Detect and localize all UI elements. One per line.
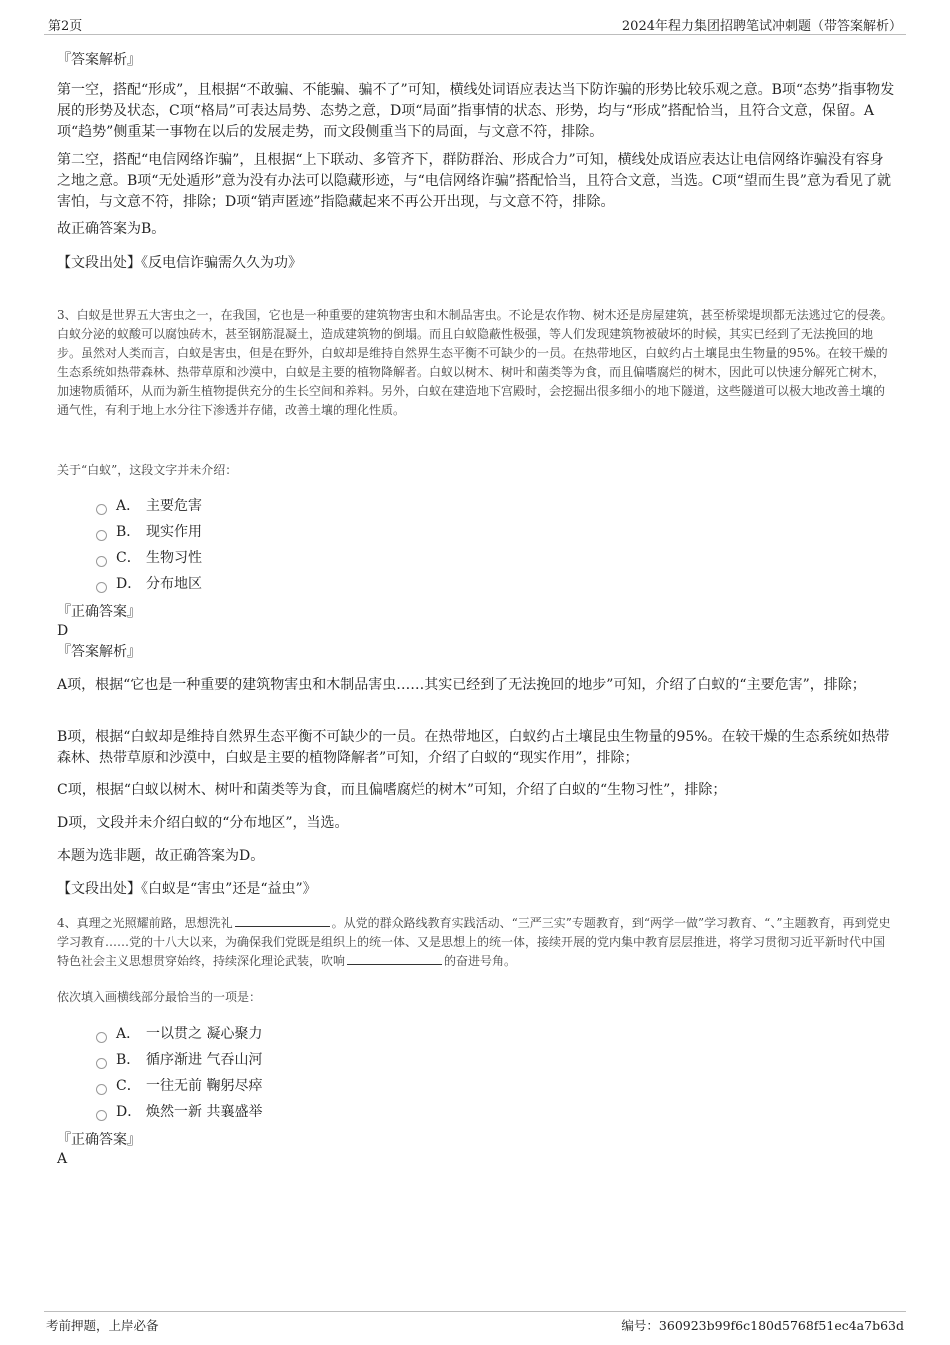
analysis-conclusion: 本题为选非题，故正确答案为D。 bbox=[57, 848, 265, 864]
question-4-option-b[interactable]: B． 循序渐进 气吞山河 bbox=[96, 1051, 262, 1069]
fill-blank-2 bbox=[347, 952, 442, 965]
source-citation: 【文段出处】《白蚁是“害虫”还是“益虫”》 bbox=[57, 881, 317, 897]
question-4-prompt: 依次填入画横线部分最恰当的一项是： bbox=[57, 990, 262, 1004]
radio-icon[interactable] bbox=[96, 556, 107, 567]
question-3-option-a[interactable]: A． 主要危害 bbox=[96, 497, 202, 515]
radio-icon[interactable] bbox=[96, 1032, 107, 1043]
document-id: 编号：360923b99f6c180d5768f51ec4a7b63d bbox=[621, 1318, 904, 1333]
analysis-item-c: C项，根据“白蚁以树木、树叶和菌类等为食，而且偏嗜腐烂的树木”可知，介绍了白蚁的“生物习性”，排除； bbox=[57, 782, 727, 798]
analysis-label: 『答案解析』 bbox=[57, 52, 141, 68]
page-number: 第2页 bbox=[48, 19, 83, 34]
analysis-paragraph-2: 第二空，搭配“电信网络诈骗”，且根据“上下联动、多管齐下，群防群治、形成合力”可知，横线处成语应表达让电信网络诈骗没有容身之地之意。B项“无处遁形”意为没有办法可以隐藏形迹，与“电信网络诈骗”搭配恰当，且符合文意，当选。C项“望而生畏”意为看见了就害怕，与文意不符，排除；D项“销声匿迹”指隐藏起来不再公开出现，与文意不符，排除。 bbox=[57, 152, 891, 210]
analysis-item-b: B项，根据“白蚁却是维持自然界生态平衡不可缺少的一员。在热带地区，白蚁约占土壤昆虫生物量的95%。在较干燥的生态系统如热带森林、热带草原和沙漠中，白蚁是主要的植物降解者”可知，介绍了白蚁的“现实作用”，排除； bbox=[57, 729, 890, 766]
page-header bbox=[44, 12, 906, 35]
question-3-passage: 3、白蚁是世界五大害虫之一，在我国，它也是一种重要的建筑物害虫和木制品害虫。不论是农作物、树木还是房屋建筑，甚至桥梁堤坝都无法逃过它的侵袭。白蚁分泌的蚁酸可以腐蚀砖木，甚至钢筋混凝土，造成建筑物的倒塌。而且白蚁隐蔽性极强，等人们发现建筑物被破坏的时候，其实已经到了无法挽回的地步。虽然对人类而言，白蚁是害虫，但是在野外，白蚁却是维持自然界生态平衡不可缺少的一员。在热带地区，白蚁约占土壤昆虫生物量的95%。在较干燥的生态系统如热带森林、热带草原和沙漠中，白蚁是主要的植物降解者。白蚁以树木、树叶和菌类等为食，而且偏嗜腐烂的树木，因此可以快速分解死亡树木，加速物质循环，从而为新生植物提供充分的生长空间和养料。另外，白蚁在建造地下宫殿时，会挖掘出很多细小的地下隧道，这些隧道可以极大地改善土壤的通气性，有利于地上水分往下渗透并存储，改善土壤的理化性质。 bbox=[57, 308, 893, 417]
source-citation: 【文段出处】《反电信诈骗需久久为功》 bbox=[57, 255, 302, 271]
radio-icon[interactable] bbox=[96, 1084, 107, 1095]
footer-slogan: 考前押题，上岸必备 bbox=[46, 1318, 159, 1333]
radio-icon[interactable] bbox=[96, 530, 107, 541]
radio-icon[interactable] bbox=[96, 1110, 107, 1121]
analysis-conclusion: 故正确答案为B。 bbox=[57, 221, 166, 237]
correct-answer-value: D bbox=[57, 623, 69, 639]
question-3-option-b[interactable]: B． 现实作用 bbox=[96, 523, 202, 541]
analysis-label: 『答案解析』 bbox=[57, 644, 141, 660]
fill-blank-1 bbox=[235, 914, 330, 927]
radio-icon[interactable] bbox=[96, 1058, 107, 1069]
correct-answer-label: 『正确答案』 bbox=[57, 1132, 141, 1148]
radio-icon[interactable] bbox=[96, 504, 107, 515]
analysis-item-a: A项，根据“它也是一种重要的建筑物害虫和木制品害虫……其实已经到了无法挽回的地步”可知，介绍了白蚁的“主要危害”，排除； bbox=[57, 677, 866, 693]
page-footer bbox=[44, 1311, 906, 1338]
analysis-item-d: D项，文段并未介绍白蚁的“分布地区”，当选。 bbox=[57, 815, 349, 831]
radio-icon[interactable] bbox=[96, 582, 107, 593]
document-title: 2024年程力集团招聘笔试冲刺题（带答案解析） bbox=[621, 19, 902, 34]
correct-answer-label: 『正确答案』 bbox=[57, 604, 141, 620]
question-4-option-d[interactable]: D． 焕然一新 共襄盛举 bbox=[96, 1103, 262, 1121]
correct-answer-value: A bbox=[57, 1151, 68, 1167]
question-4-option-c[interactable]: C． 一往无前 鞠躬尽瘁 bbox=[96, 1077, 262, 1095]
question-4-passage: 4、真理之光照耀前路，思想洗礼 。从党的群众路线教育实践活动、“三严三实”专题教育，到“两学一做”学习教育、“、”主题教育，再到党史学习教育……党的十八大以来，为确保我们党既是组织上的统一体、又是思想上的统一体，接续开展的党内集中教育层层推进，将学习贯彻习近平新时代中国特色社会主义思想贯穿始终，持续深化理论武装，吹响 的奋进号角。 bbox=[57, 916, 891, 968]
question-3-option-d[interactable]: D． 分布地区 bbox=[96, 575, 202, 593]
question-4-option-a[interactable]: A． 一以贯之 凝心聚力 bbox=[96, 1025, 262, 1043]
question-3-option-c[interactable]: C． 生物习性 bbox=[96, 549, 202, 567]
question-3-prompt: 关于“白蚁”，这段文字并未介绍： bbox=[57, 463, 238, 477]
analysis-paragraph-1: 第一空，搭配“形成”，且根据“不敢骗、不能骗、骗不了”可知，横线处词语应表达当下防诈骗的形势比较乐观之意。B项“态势”指事物发展的形势及状态，C项“格局”可表达局势、态势之意，D项“局面”指事情的状态、形势，均与“形成”搭配恰当，且符合文意，保留。A项“趋势”侧重某一事物在以后的发展走势，而文段侧重当下的局面，与文意不符，排除。 bbox=[57, 82, 895, 140]
